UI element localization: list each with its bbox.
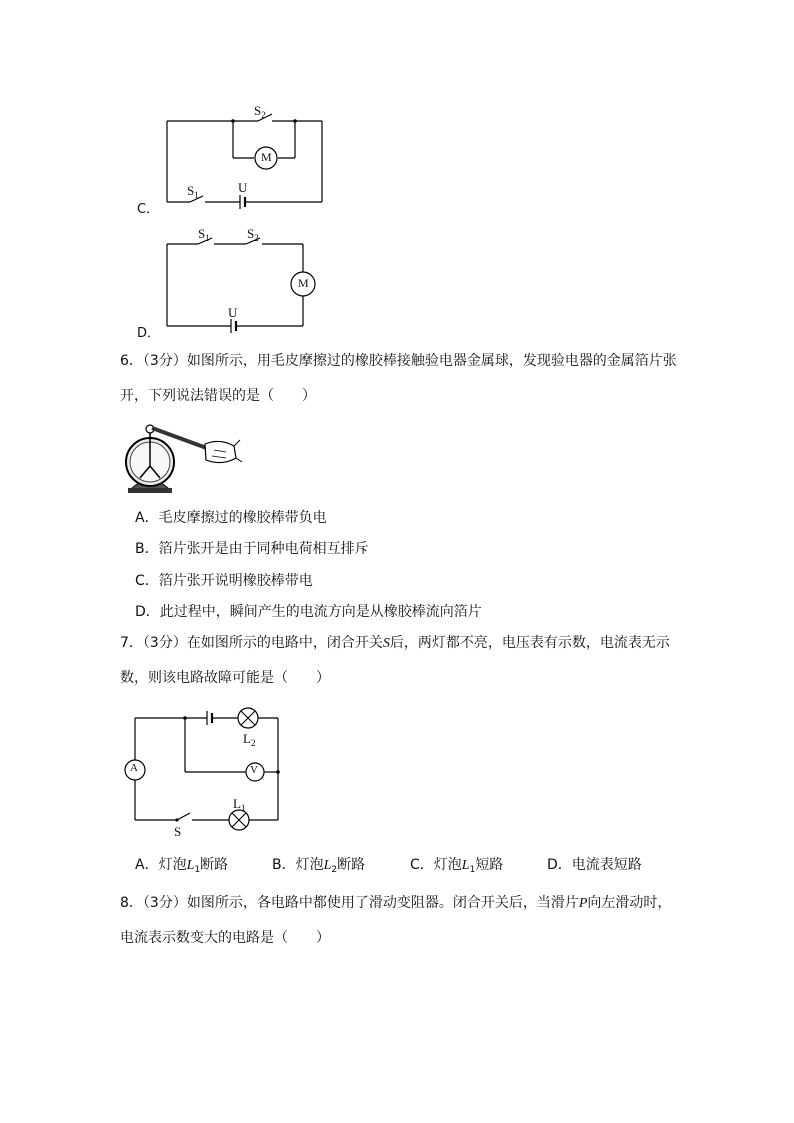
q6-option-d: D．此过程中，瞬间产生的电流方向是从橡胶棒流向箔片: [135, 604, 482, 620]
q7-option-b: B．灯泡$L_2$断路: [272, 857, 366, 875]
lamp-l2-label: $L_2$: [243, 731, 256, 748]
lamp-l1-label: $L_1$: [233, 796, 246, 813]
label-u: U: [228, 305, 238, 320]
q7-option-d: D．电流表短路: [547, 857, 642, 873]
option-c-label: C．: [137, 202, 160, 217]
q6-stem-line1: 6．（3分）如图所示，用毛皮摩擦过的橡胶棒接触验电器金属球，发现验电器的金属箔片张: [120, 353, 677, 369]
motor-label: M: [298, 276, 309, 290]
q8-stem-line1: 8．（3分）如图所示，各电路中都使用了滑动变阻器。闭合开关后，当滑片P向左滑动时，: [120, 895, 672, 911]
label-s1: $S_1$: [198, 226, 210, 243]
q7-option-a: A．灯泡$L_1$断路: [135, 857, 229, 875]
q7-stem-line1: 7．（3分）在如图所示的电路中，闭合开关S后，两灯都不亮，电压表有示数，电流表无示: [120, 635, 670, 651]
label-s1: $S_1$: [187, 183, 199, 200]
q7-option-c: C．灯泡$L_1$短路: [410, 857, 504, 875]
q8-stem-line2: 电流表示数变大的电路是（ ）: [120, 930, 330, 946]
switch-label: S: [174, 824, 182, 839]
q6-option-b: B．箔片张开是由于同种电荷相互排斥: [135, 541, 369, 557]
q6-option-c: C．箔片张开说明橡胶棒带电: [135, 573, 313, 589]
q6-option-a: A．毛皮摩擦过的橡胶棒带负电: [135, 510, 327, 526]
ammeter-label: A: [130, 762, 138, 774]
label-s2: $S_2$: [247, 226, 259, 243]
label-u: U: [238, 180, 248, 195]
q7-stem-line2: 数，则该电路故障可能是（ ）: [120, 670, 330, 686]
voltmeter-label: V: [250, 764, 258, 776]
option-d-label: D．: [137, 326, 161, 341]
motor-label: M: [261, 150, 272, 164]
q6-stem-line2: 开，下列说法错误的是（ ）: [120, 388, 316, 404]
label-s2: $S_2$: [254, 103, 266, 120]
